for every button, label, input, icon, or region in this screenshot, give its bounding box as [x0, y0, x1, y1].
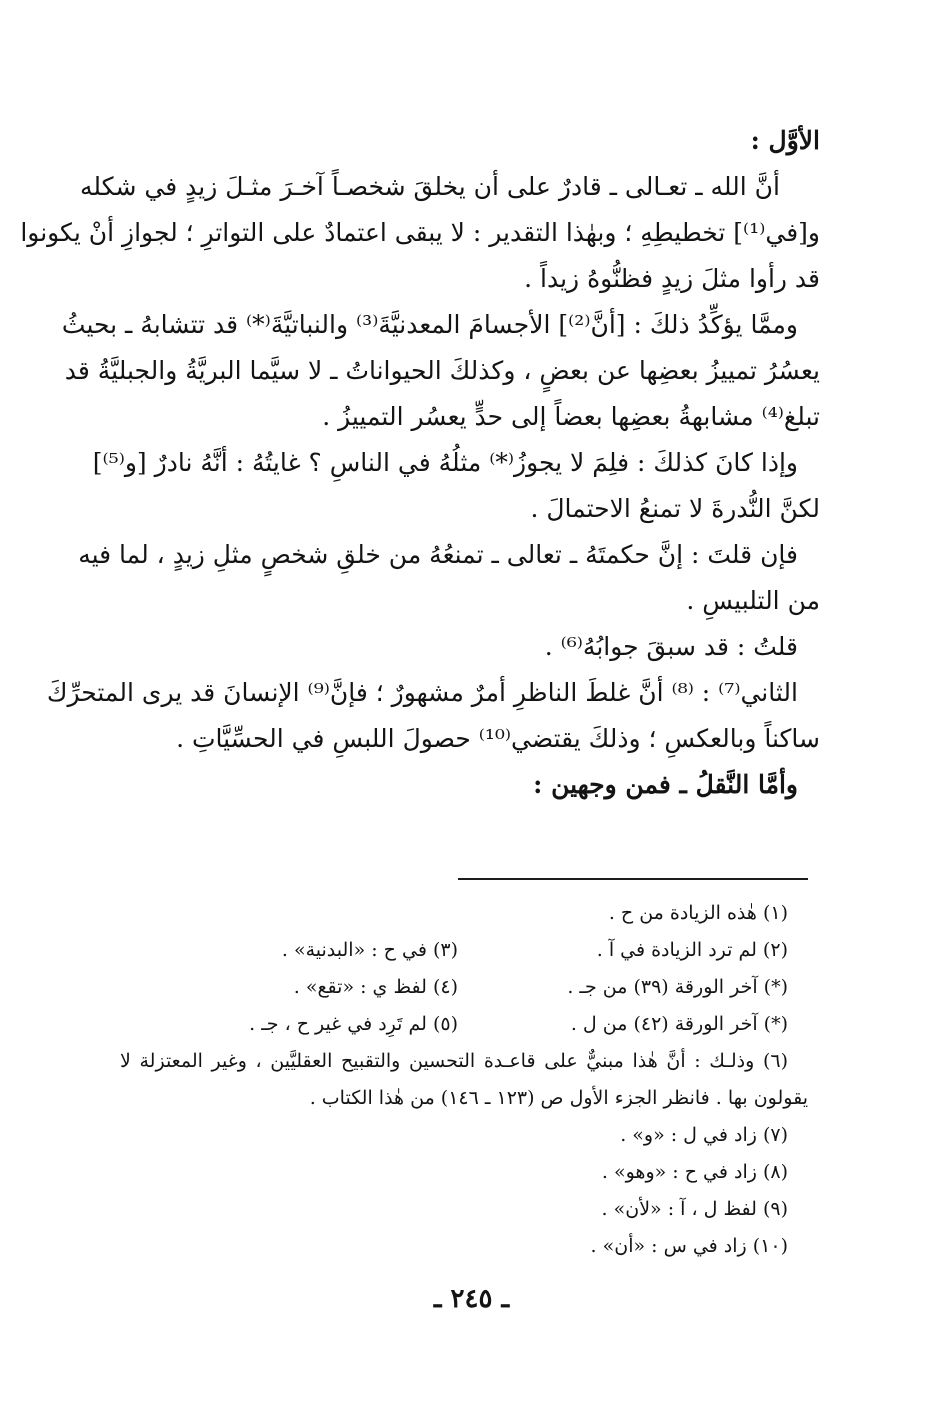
text-line: أنَّ الله ـ تعـالى ـ قادرٌ على أن يخلقَ شخصـاً آخـرَ مثـلَ زيدٍ في شكله: [80, 172, 780, 201]
page-number: ـ ٢٤٥ ـ: [433, 1284, 510, 1314]
footnote: (٨) زاد في ح : «وهو» .: [601, 1161, 788, 1183]
text-line: الأوَّل :: [750, 126, 820, 155]
text-line: قلتُ : قد سبقَ جوابُهُ⁽⁶⁾ .: [544, 632, 798, 661]
text-line: الثاني⁽⁷⁾ : ⁽⁸⁾ أنَّ غلطَ الناظرِ أمرٌ مشهورٌ ؛ فإنَّ⁽⁹⁾ الإنسانَ قد يرى المتحرِّكَ: [46, 678, 798, 707]
footnote: (*) آخر الورقة (٤٢) من ل .: [570, 1013, 788, 1035]
footnote-continuation: يقولون بها . فانظر الجزء الأول ص (١٢٣ ـ ١٤٦) من هٰذا الكتاب .: [309, 1087, 808, 1109]
footnotes: [120, 895, 808, 1265]
text-line: قد رأوا مثلَ زيدٍ فظنُّوهُ زيداً .: [524, 264, 820, 293]
footnote-row: [120, 1006, 788, 1043]
footnote: (٧) زاد في ل : «و» .: [620, 1124, 788, 1146]
text-line: لكنَّ النُّدرةَ لا تمنعُ الاحتمالَ .: [530, 494, 820, 523]
text-line: يعسُرُ تمييزُ بعضِها عن بعضٍ ، وكذلكَ الحيواناتُ ـ لا سيَّما البريَّةُ والجبليَّةُ قد: [64, 356, 820, 385]
text-line: وأمَّا النَّقلُ ـ فمن وجهين :: [533, 770, 798, 799]
footnote: (٦) وذلـك : أنَّ هٰذا مبنيٌّ على قاعـدة التحسين والتقبيح العقليَّين ، وغير المعتزلة لا: [120, 1050, 788, 1072]
footnote: (٤) لفظ ي : «تقع» .: [293, 976, 458, 998]
text-line: وممَّا يؤكِّدُ ذلكَ : [أنَّ⁽²⁾] الأجسامَ المعدنيَّةَ⁽³⁾ والنباتيَّةَ⁽*⁾ قد تتشابهُ ـ بحيثُ: [61, 310, 798, 339]
footnote-row: [120, 969, 788, 1006]
text-line: وإذا كانَ كذلكَ : فلِمَ لا يجوزُ⁽*⁾ مثلُهُ في الناسِ ؟ غايتُهُ : أنَّهُ نادرٌ [و⁽⁵⁾]: [92, 448, 798, 477]
text-line: و[في⁽¹⁾] تخطيطِهِ ؛ وبهٰذا التقدير : لا يبقى اعتمادٌ على التواترِ ؛ لجوازِ أنْ يكونوا: [20, 218, 820, 247]
footnote: (٣) في ح : «البدنية» .: [281, 939, 458, 961]
text-line: فإن قلتَ : إنَّ حكمتَهُ ـ تعالى ـ تمنعُهُ من خلقِ شخصٍ مثلِ زيدٍ ، لما فيه: [78, 540, 798, 569]
footnote: (١) هٰذه الزيادة من ح .: [608, 902, 788, 924]
footnote: (١٠) زاد في س : «أن» .: [590, 1235, 788, 1257]
footnote-row: [120, 895, 788, 932]
main-text-block: [20, 118, 820, 808]
text-line: ساكناً وبالعكسِ ؛ وذلكَ يقتضي⁽¹⁰⁾ حصولَ اللبسِ في الحسِّيَّاتِ .: [176, 724, 820, 753]
footnote: (*) آخر الورقة (٣٩) من جـ .: [567, 976, 788, 998]
footnote: (٥) لم تَرِد في غير ح ، جـ .: [249, 1013, 458, 1035]
text-line: تبلغ⁽⁴⁾ مشابهةُ بعضِها بعضاً إلى حدٍّ يعسُر التمييزُ .: [322, 402, 820, 431]
footnote: (٩) لفظ ل ، آ : «لأن» .: [601, 1198, 788, 1220]
footnote-row: [120, 932, 788, 969]
text-line: من التلبيسِ .: [686, 586, 820, 615]
footnote: (٢) لم ترد الزيادة في آ .: [596, 939, 788, 961]
footnote-separator: [458, 878, 808, 880]
